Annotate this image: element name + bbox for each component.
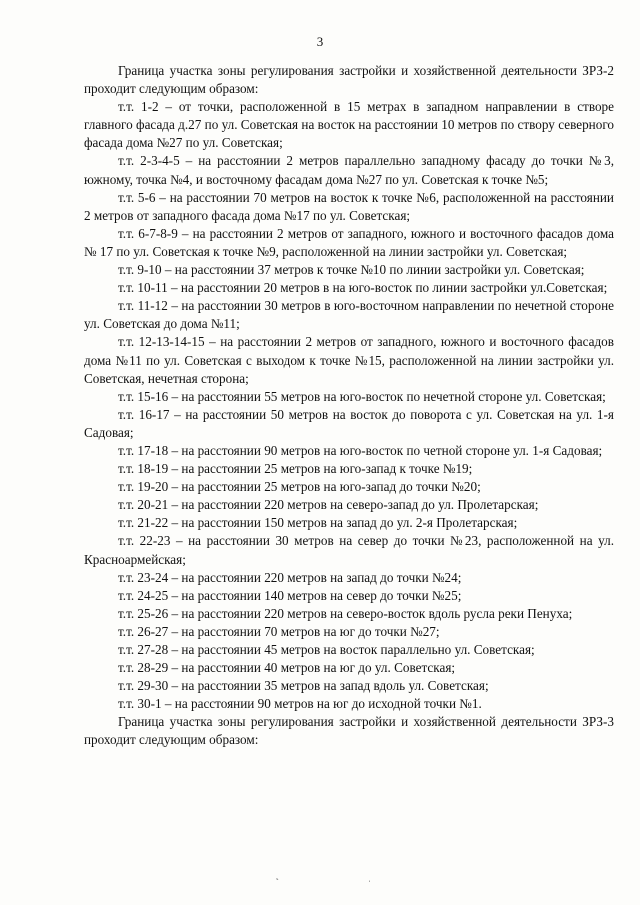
boundary-segment-item: т.т. 5-6 – на расстоянии 70 метров на восток к точке №6, расположенной на расстоянии 2 метров от западного фасада дома №17 по ул. Советская; xyxy=(84,189,614,223)
boundary-segment-item: т.т. 28-29 – на расстоянии 40 метров на юг до ул. Советская; xyxy=(118,660,456,676)
boundary-segment-item: т.т. 24-25 – на расстоянии 140 метров на север до точки №25; xyxy=(118,587,462,603)
document-body xyxy=(84,62,614,750)
boundary-segment-item: т.т. 21-22 – на расстоянии 150 метров на запад до ул. 2-я Пролетарская; xyxy=(118,515,518,531)
boundary-segment-item: т.т. 20-21 – на расстоянии 220 метров на северо-запад до ул. Пролетарская; xyxy=(118,497,539,513)
boundary-segment-item: т.т. 6-7-8-9 – на расстоянии 2 метров от западного, южного и восточного фасадов дома № 17 по ул. Советская к точке №9, расположенной на линии застройки ул. Советская; xyxy=(84,225,614,259)
boundary-segment-item: т.т. 30-1 – на расстоянии 90 метров на юг до исходной точки №1. xyxy=(118,696,482,712)
boundary-segment-item: т.т. 22-23 – на расстоянии 30 метров на север до точки №23, расположенной на ул. Красноармейская; xyxy=(84,533,614,567)
scan-speck: ˌ xyxy=(368,872,371,882)
boundary-segment-item: т.т. 16-17 – на расстоянии 50 метров на восток до поворота с ул. Советская на ул. 1-я Садовая; xyxy=(84,406,614,440)
boundary-segment-item: т.т. 18-19 – на расстоянии 25 метров на юго-запад к точке №19; xyxy=(118,461,473,477)
boundary-points-list xyxy=(84,98,614,713)
boundary-segment-item: т.т. 12-13-14-15 – на расстоянии 2 метров от западного, южного и восточного фасадов дома №11 по ул. Советская с выходом к точке №15, расположенной на линии застройки ул. Советская, нечетная сторона; xyxy=(84,334,614,386)
zrz2-intro-paragraph: Граница участка зоны регулирования застройки и хозяйственной деятельности ЗРЗ-2 проходит следующим образом: xyxy=(84,63,614,97)
boundary-segment-item: т.т. 2-3-4-5 – на расстоянии 2 метров параллельно западному фасаду до точки №3, южному, точка №4, и восточному фасадам дома №27 по ул. Советская к точке №5; xyxy=(84,153,614,187)
boundary-segment-item: т.т. 11-12 – на расстоянии 30 метров в юго-восточном направлении по нечетной стороне ул. Советская до дома №11; xyxy=(84,298,614,332)
boundary-segment-item: т.т. 1-2 – от точки, расположенной в 15 метрах в западном направлении в створе главного фасада д.27 по ул. Советская на восток на расстоянии 10 метров по створу северного фасада дома №27 по ул. Советская; xyxy=(84,99,614,151)
boundary-segment-item: т.т. 19-20 – на расстоянии 25 метров на юго-запад до точки №20; xyxy=(118,479,481,495)
boundary-segment-item: т.т. 15-16 – на расстоянии 55 метров на юго-восток по нечетной стороне ул. Советская; xyxy=(118,388,606,404)
boundary-segment-item: т.т. 23-24 – на расстоянии 220 метров на запад до точки №24; xyxy=(118,569,462,585)
boundary-segment-item: т.т. 29-30 – на расстоянии 35 метров на запад вдоль ул. Советская; xyxy=(118,678,489,694)
scan-speck: ˛ xyxy=(276,870,279,880)
boundary-segment-item: т.т. 17-18 – на расстоянии 90 метров на юго-восток по четной стороне ул. 1-я Садовая; xyxy=(118,442,603,458)
boundary-segment-item: т.т. 25-26 – на расстоянии 220 метров на северо-восток вдоль русла реки Пенуха; xyxy=(118,605,573,621)
boundary-segment-item: т.т. 27-28 – на расстоянии 45 метров на восток параллельно ул. Советская; xyxy=(118,642,535,657)
zrz3-intro-paragraph: Граница участка зоны регулирования застройки и хозяйственной деятельности ЗРЗ-3 проходит следующим образом: xyxy=(84,714,614,748)
boundary-segment-item: т.т. 10-11 – на расстоянии 20 метров в на юго-восток по линии застройки ул.Советская; xyxy=(118,280,608,296)
page-number: 3 xyxy=(316,34,324,49)
boundary-segment-item: т.т. 26-27 – на расстоянии 70 метров на юг до точки №27; xyxy=(118,623,440,639)
boundary-segment-item: т.т. 9-10 – на расстоянии 37 метров к точке №10 по линии застройки ул. Советская; xyxy=(118,262,585,278)
